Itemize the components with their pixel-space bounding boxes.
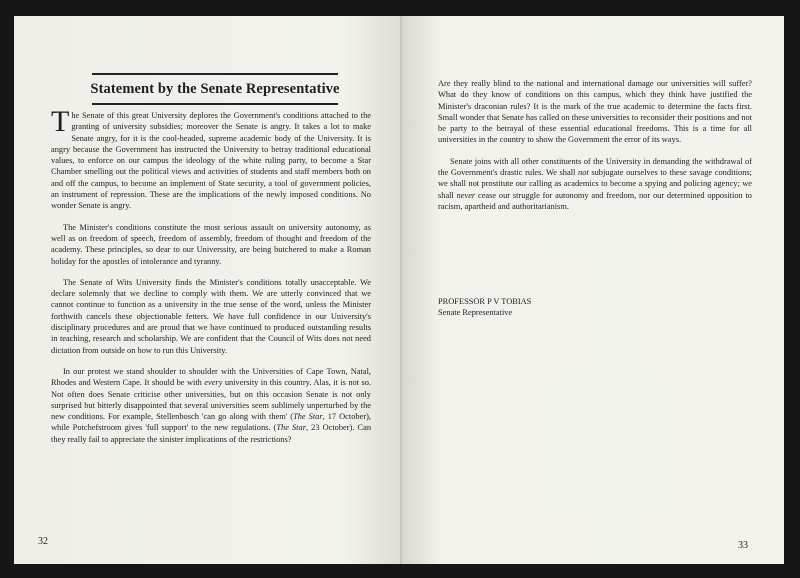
- right-text-column: [438, 78, 752, 222]
- drop-cap: T: [51, 105, 70, 138]
- emphasis: never: [456, 190, 476, 200]
- emphasis: The Star: [276, 423, 306, 433]
- text-run: In our protest we stand shoulder to shoulder with the Universities of Cape Town, Natal, Rhodes and Western Cape. It should be with: [51, 366, 371, 388]
- text-run: , 23 October). Can they really fail to appreciate the sinister implications of the restrictions?: [51, 423, 372, 444]
- paragraph-text: he Senate of this great University deplores the Government's conditions attached to the granting of university subsidies; moreover the Senate is angry. It takes a lot to make Senate angry, for it is the cool-headed, supreme academic body of the University. It is angry because the Government has instructed the University to betray traditional educational values, to enforce on our campus the ideology of the white ruling party, to become a Star Chamber smelling out the political views and activities of students and staff members both on and off the campus, to become an implement of State security, a tool of government policies, an instrument of repression. These are the implications of the newly imposed conditions. No wonder Senate is angry.: [51, 111, 371, 211]
- signature-role: Senate Representative: [438, 308, 513, 318]
- text-run: cease our struggle for autonomy and freedom, nor our determined opposition to racism, apartheid and authoritarianism.: [438, 190, 752, 211]
- left-text-column: [51, 105, 372, 455]
- emphasis: every: [204, 378, 223, 388]
- text-run: university in this country. Alas, it is not so. Not often does Senate criticise other universities, but on this occasion Senate is not only surprised but bitterly disappointed that several universities seem sublimely unperturbed by the new conditions. For example, Stellenbosch 'can go along with them' (: [51, 378, 371, 422]
- text-run: , 17 October), while Potchefstroom gives 'full support' to the new regulations. (: [51, 412, 371, 433]
- text-run: Senate joins with all other constituents of the University in demanding the withdrawal of the Government's drastic rules. We shall: [438, 156, 752, 178]
- emphasis: not: [578, 168, 589, 178]
- signature-block: [438, 296, 531, 319]
- page-title: Statement by the Senate Representative: [90, 80, 340, 97]
- book-spread: [14, 16, 784, 564]
- left-page: [14, 16, 402, 564]
- paragraph: [51, 366, 371, 445]
- paragraph: The Minister's conditions constitute the most serious assault on university autonomy, as well as on freedom of speech, freedom of assembly, freedom of thought and freedom of the academy. These principles, so dear to our Universsity, are being butchered to make a Roman holiday for the apostles of intolerance and tyranny.: [51, 222, 371, 266]
- text-run: subjugate ourselves to these savage conditions; we shall not prostitute our calling as academics to become a spying and policing agency; we shall: [438, 168, 752, 200]
- signature-name: PROFESSOR P V TOBIAS: [438, 297, 532, 306]
- paragraph: The Senate of Wits University finds the Minister's conditions totally unacceptable. We declare solemnly that we decline to comply with them. We are utterly convinced that we cannot continue to function as a university in the true sense of the word, unless the Minister forthwith cancels these objectionable fetters. We have full confidence in our University's disciplinary procedures and are proud that we have continued to produced outstanding results in teaching, research and scholarship. We are confident that the Council of Wits does not need dictation from outside on how to run this University.: [51, 277, 371, 355]
- emphasis: The Star: [293, 412, 323, 422]
- paragraph: [51, 105, 371, 212]
- paragraph: Are they really blind to the national and international damage our universities will suffer? What do they know of conditions on this campus, which they think have justified the Minister's draconian rules? It is the mark of the true academic to determine the facts first. Small wonder that Senate has called on these universities to reconsider their positions and not be party to the betrayal of these essential educational freedoms. This is a time for all universities in the country to show the Government the error of its ways.: [438, 79, 752, 145]
- page-number: 33: [738, 540, 748, 551]
- page-number: 32: [38, 536, 48, 547]
- title-rule-box: [92, 73, 338, 105]
- paragraph: [438, 156, 752, 212]
- right-page: [402, 16, 784, 564]
